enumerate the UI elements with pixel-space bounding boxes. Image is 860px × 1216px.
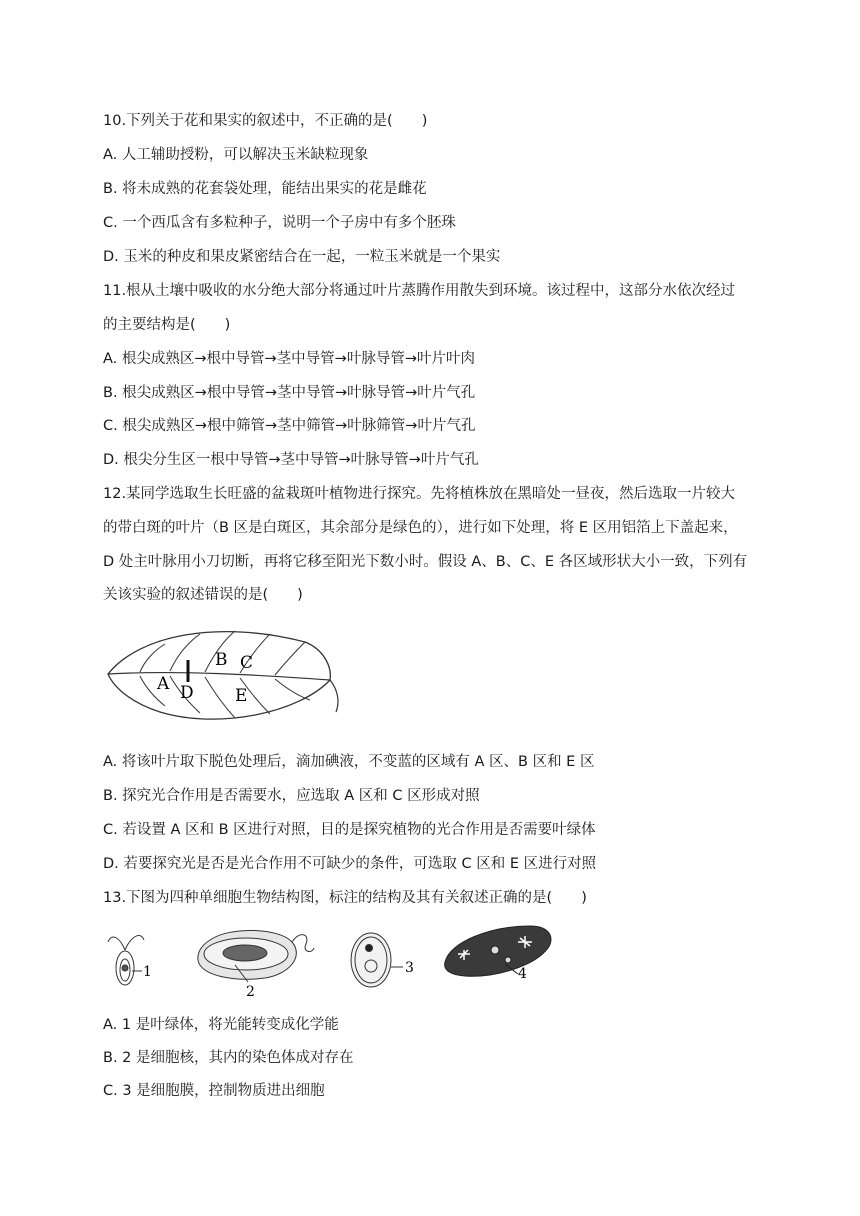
q10-option-b: B. 将未成熟的花套袋处理，能结出果实的花是雌花 xyxy=(103,181,427,197)
q10-option-d: D. 玉米的种皮和果皮紧密结合在一起，一粒玉米就是一个果实 xyxy=(103,249,501,265)
q11-option-a: A. 根尖成熟区→根中导管→茎中导管→叶脉导管→叶片叶肉 xyxy=(103,351,475,367)
q12-stem-line1: 12.某同学选取生长旺盛的盆栽斑叶植物进行探究。先将植株放在黑暗处一昼夜，然后选取一片较大 xyxy=(103,486,736,502)
bacterium-drawing xyxy=(198,930,314,982)
paramecium-drawing xyxy=(445,926,551,976)
q13-option-a: A. 1 是叶绿体，将光能转变成化学能 xyxy=(103,1017,339,1033)
chlamydomonas-drawing xyxy=(108,935,144,985)
q13-option-c: C. 3 是细胞膜，控制物质进出细胞 xyxy=(103,1083,325,1099)
q12-option-b: B. 探究光合作用是否需要水，应选取 A 区和 C 区形成对照 xyxy=(103,788,480,804)
leaf-label-c: C xyxy=(240,653,254,673)
organism-label-2: 2 xyxy=(246,984,255,1000)
q11-option-b: B. 根尖成熟区→根中导管→茎中导管→叶脉导管→叶片气孔 xyxy=(103,385,476,401)
q12-stem-line4: 关该实验的叙述错误的是( ) xyxy=(103,587,303,603)
q10-stem: 10.下列关于花和果实的叙述中，不正确的是( ) xyxy=(103,113,428,129)
q13-option-b: B. 2 是细胞核，其内的染色体成对存在 xyxy=(103,1050,354,1066)
q11-option-c: C. 根尖成熟区→根中筛管→茎中筛管→叶脉筛管→叶片气孔 xyxy=(103,418,476,434)
leaf-label-a: A xyxy=(157,674,170,694)
q13-stem: 13.下图为四种单细胞生物结构图，标注的结构及其有关叙述正确的是( ) xyxy=(103,890,587,906)
q11-option-d: D. 根尖分生区一根中导管→茎中导管→叶脉导管→叶片气孔 xyxy=(103,452,479,468)
organism-label-4: 4 xyxy=(518,966,527,982)
single-cell-organisms-figure xyxy=(100,920,560,1000)
q11-stem-line1: 11.根从土壤中吸收的水分绝大部分将通过叶片蒸腾作用散失到环境。该过程中，这部分水依次经过 xyxy=(103,283,736,299)
q12-option-a: A. 将该叶片取下脱色处理后，滴加碘液，不变蓝的区域有 A 区、B 区和 E 区 xyxy=(103,754,595,770)
q12-stem-line3: D 处主叶脉用小刀切断，再将它移至阳光下数小时。假设 A、B、C、E 各区域形状大小一致，下列有 xyxy=(103,554,748,570)
q12-stem-line2: 的带白斑的叶片（B 区是白斑区，其余部分是绿色的），进行如下处理，将 E 区用铝箔上下盖起来， xyxy=(103,520,738,536)
leaf-diagram xyxy=(100,620,340,730)
leaf-label-e: E xyxy=(235,686,248,706)
organism-label-3: 3 xyxy=(405,960,414,976)
q11-stem-line2: 的主要结构是( ) xyxy=(103,317,231,333)
q10-option-a: A. 人工辅助授粉，可以解决玉米缺粒现象 xyxy=(103,147,369,163)
q10-option-c: C. 一个西瓜含有多粒种子，说明一个子房中有多个胚珠 xyxy=(103,215,456,231)
q12-option-c: C. 若设置 A 区和 B 区进行对照，目的是探究植物的光合作用是否需要叶绿体 xyxy=(103,822,596,838)
leaf-label-b: B xyxy=(215,650,228,670)
q12-option-d: D. 若要探究光是否是光合作用不可缺少的条件，可选取 C 区和 E 区进行对照 xyxy=(103,856,597,872)
leaf-label-d: D xyxy=(180,683,194,703)
organism-label-1: 1 xyxy=(143,964,152,980)
yeast-drawing xyxy=(351,933,403,987)
